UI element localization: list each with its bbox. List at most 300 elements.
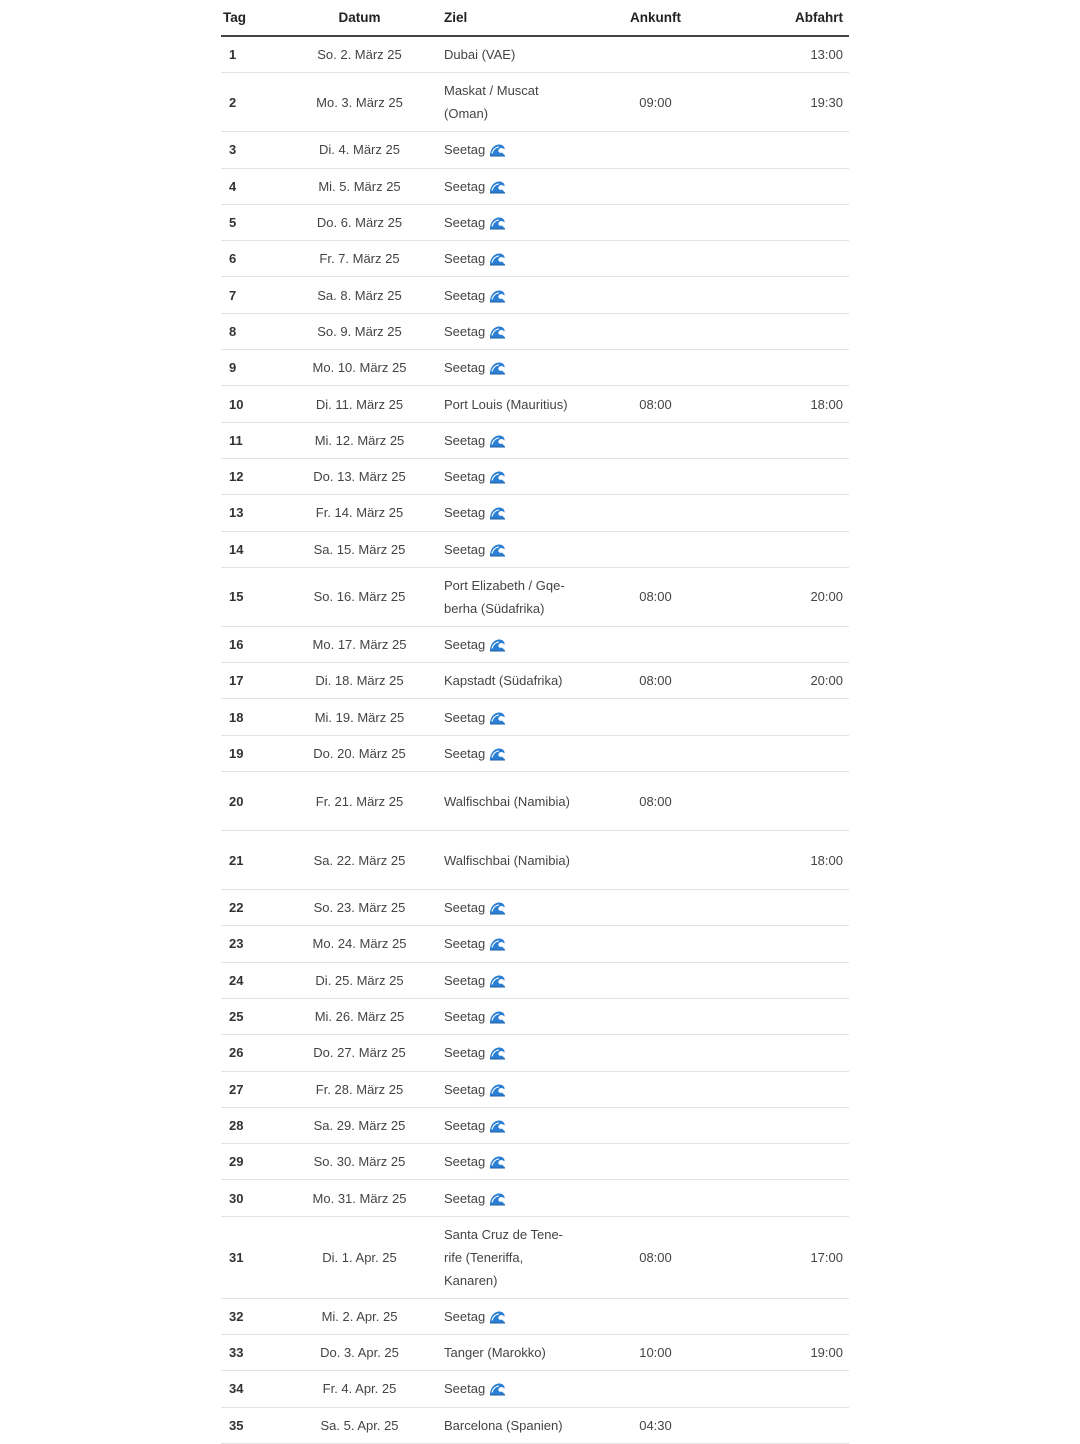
tag-cell-text: 23 [229,936,244,952]
tag-cell [221,73,281,132]
date-cell-text: Sa. 29. März 25 [313,1117,406,1133]
tag-cell [221,495,281,531]
arrival-cell [601,1107,710,1143]
wave-icon [489,180,506,194]
departure-cell [710,1216,849,1298]
departure-cell [710,1035,849,1071]
destination-cell [438,350,601,386]
date-cell-text: Do. 13. März 25 [313,469,406,485]
tag-cell [221,1107,281,1143]
arrival-cell [601,168,710,204]
destination-cell [438,831,601,890]
date-cell [281,386,438,422]
destination-cell [438,531,601,567]
departure-cell [710,313,849,349]
destination-cell-text: Seetag [444,469,486,485]
arrival-cell [601,735,710,771]
table-row [221,962,849,998]
destination-cell-text: Seetag [444,900,486,916]
departure-cell-text: 18:00 [810,852,843,868]
destination-cell [438,277,601,313]
arrival-cell [601,772,710,831]
tag-cell-text: 18 [229,709,244,725]
departure-cell [710,241,849,277]
table-row [221,567,849,626]
arrival-cell [601,567,710,626]
tag-cell [221,663,281,699]
departure-cell [710,1298,849,1334]
destination-cell [438,626,601,662]
itinerary-table [221,0,849,1444]
date-cell [281,831,438,890]
departure-cell-text: 20:00 [810,589,843,605]
destination-cell-text: Seetag [444,709,486,725]
tag-cell-text: 9 [229,360,237,376]
tag-cell-text: 14 [229,541,244,557]
date-cell [281,926,438,962]
wave-icon [489,711,506,725]
arrival-cell [601,1335,710,1371]
arrival-cell [601,1035,710,1071]
date-cell-text: Sa. 5. Apr. 25 [320,1417,399,1433]
destination-cell [438,168,601,204]
date-cell-text: Fr. 28. März 25 [315,1081,404,1097]
tag-cell-text: 5 [229,215,237,231]
date-cell [281,495,438,531]
wave-icon [489,1010,506,1024]
date-cell-text: So. 2. März 25 [317,47,402,63]
date-cell [281,132,438,168]
date-cell-text: Fr. 14. März 25 [315,505,404,521]
departure-cell [710,36,849,73]
arrival-cell [601,132,710,168]
departure-cell [710,831,849,890]
arrival-cell [601,663,710,699]
departure-cell [710,531,849,567]
date-cell [281,1107,438,1143]
wave-icon [489,638,506,652]
date-cell-text: Do. 3. Apr. 25 [320,1345,399,1361]
destination-cell [438,132,601,168]
tag-cell-text: 2 [229,94,237,110]
tag-cell-text: 32 [229,1308,244,1324]
destination-cell-text: Seetag [444,1381,486,1397]
departure-cell [710,350,849,386]
arrival-cell [601,699,710,735]
arrival-cell-text: 08:00 [639,396,672,412]
arrival-cell [601,277,710,313]
destination-cell [438,699,601,735]
arrival-cell-text: 10:00 [639,1345,672,1361]
wave-icon [489,1310,506,1324]
arrival-cell [601,926,710,962]
date-cell-text: Mo. 17. März 25 [312,637,407,652]
date-cell [281,36,438,73]
destination-cell-text: Maskat / Muscat (Oman) [444,83,539,122]
destination-cell-text: Walfischbai (Namibia) [444,793,570,809]
table-row [221,699,849,735]
destination-cell [438,1371,601,1407]
arrival-cell [601,626,710,662]
date-cell-text: Mi. 19. März 25 [314,709,405,725]
destination-cell [438,458,601,494]
header-row [221,0,849,36]
destination-cell [438,962,601,998]
date-cell [281,1335,438,1371]
date-cell [281,1371,438,1407]
destination-cell [438,495,601,531]
date-cell [281,1298,438,1334]
departure-cell-text: 17:00 [810,1249,843,1265]
destination-cell [438,926,601,962]
destination-cell-text: Seetag [444,1154,486,1170]
table-row [221,1335,849,1371]
date-cell-text: Mo. 3. März 25 [316,94,403,110]
arrival-cell [601,204,710,240]
tag-cell [221,1035,281,1071]
destination-cell [438,890,601,926]
date-cell-text: Mo. 31. März 25 [312,1190,407,1206]
date-cell-text: Di. 25. März 25 [315,972,404,988]
destination-cell-text: Seetag [444,287,486,303]
tag-cell-text: 17 [229,673,244,689]
departure-cell [710,422,849,458]
tag-cell-text: 16 [229,637,244,652]
tag-cell [221,313,281,349]
table-row [221,1180,849,1216]
tag-cell [221,386,281,422]
arrival-cell [601,386,710,422]
arrival-cell [601,458,710,494]
header-tag: Tag [221,0,281,36]
tag-cell-text: 1 [229,47,237,63]
destination-cell [438,1216,601,1298]
destination-cell [438,1071,601,1107]
date-cell-text: So. 30. März 25 [313,1154,406,1170]
destination-cell-text: Port Louis (Mauritius) [444,396,568,412]
destination-cell [438,998,601,1034]
header-ziel: Ziel [438,0,601,36]
destination-cell-text: Seetag [444,251,486,267]
departure-cell [710,1371,849,1407]
destination-cell-text: Seetag [444,745,486,761]
table-row [221,495,849,531]
arrival-cell [601,73,710,132]
date-cell-text: Di. 18. März 25 [315,673,404,689]
arrival-cell [601,422,710,458]
tag-cell-text: 27 [229,1081,244,1097]
date-cell-text: Fr. 7. März 25 [319,251,400,267]
arrival-cell [601,313,710,349]
wave-icon [489,1382,506,1396]
departure-cell [710,277,849,313]
date-cell-text: So. 16. März 25 [313,589,406,605]
wave-icon [489,1046,506,1060]
destination-cell-text: Seetag [444,936,486,952]
tag-cell-text: 31 [229,1249,244,1265]
date-cell [281,772,438,831]
table-row [221,241,849,277]
tag-cell-text: 20 [229,793,244,809]
date-cell-text: Do. 27. März 25 [313,1045,406,1061]
tag-cell [221,204,281,240]
date-cell [281,313,438,349]
table-row [221,350,849,386]
arrival-cell-text: 09:00 [639,94,672,110]
tag-cell [221,422,281,458]
tag-cell-text: 6 [229,251,237,267]
arrival-cell [601,962,710,998]
arrival-cell [601,350,710,386]
arrival-cell [601,1216,710,1298]
wave-icon [489,747,506,761]
wave-icon [489,1119,506,1133]
tag-cell [221,735,281,771]
destination-cell-text: Seetag [444,637,486,652]
tag-cell-text: 3 [229,142,237,158]
destination-cell [438,735,601,771]
date-cell-text: Do. 20. März 25 [313,745,406,761]
tag-cell-text: 22 [229,900,244,916]
date-cell [281,699,438,735]
destination-cell-text: Seetag [444,432,486,448]
date-cell [281,735,438,771]
departure-cell [710,772,849,831]
destination-cell [438,241,601,277]
date-cell-text: Fr. 21. März 25 [315,793,404,809]
date-cell-text: Di. 1. Apr. 25 [322,1249,397,1265]
wave-icon [489,361,506,375]
tag-cell-text: 28 [229,1117,244,1133]
tag-cell [221,998,281,1034]
table-row [221,735,849,771]
table-body [221,36,849,1443]
tag-cell-text: 15 [229,589,244,605]
date-cell-text: Sa. 8. März 25 [317,287,402,303]
table-row [221,73,849,132]
departure-cell [710,567,849,626]
departure-cell [710,1180,849,1216]
destination-cell [438,663,601,699]
date-cell [281,998,438,1034]
destination-cell [438,772,601,831]
table-header [221,0,849,36]
wave-icon [489,143,506,157]
tag-cell [221,241,281,277]
date-cell [281,168,438,204]
date-cell [281,277,438,313]
wave-icon [489,506,506,520]
destination-cell [438,204,601,240]
destination-cell [438,1298,601,1334]
tag-cell [221,567,281,626]
tag-cell-text: 19 [229,745,244,761]
tag-cell [221,1371,281,1407]
table-row [221,1071,849,1107]
destination-cell-text: Seetag [444,1081,486,1097]
table-row [221,772,849,831]
tag-cell [221,1144,281,1180]
destination-cell-text: Seetag [444,360,486,376]
date-cell [281,1071,438,1107]
departure-cell-text: 19:30 [810,94,843,110]
tag-cell-text: 8 [229,323,237,339]
destination-cell [438,1144,601,1180]
wave-icon [489,937,506,951]
departure-cell [710,626,849,662]
destination-cell-text: Port Elizabeth / Gqeberha (Südafrika) [444,577,565,616]
destination-cell-text: Seetag [444,1045,486,1061]
departure-cell [710,386,849,422]
table-row [221,626,849,662]
destination-cell-text: Santa Cruz de Tenerife (Teneriffa, Kanaren) [444,1226,564,1288]
date-cell-text: Mi. 5. März 25 [318,178,401,194]
date-cell-text: Di. 4. März 25 [319,142,400,158]
date-cell-text: Mo. 10. März 25 [312,360,407,376]
tag-cell-text: 33 [229,1345,244,1361]
wave-icon [489,1155,506,1169]
wave-icon [489,470,506,484]
date-cell [281,350,438,386]
arrival-cell [601,495,710,531]
arrival-cell [601,36,710,73]
tag-cell-text: 26 [229,1045,244,1061]
departure-cell [710,168,849,204]
destination-cell [438,1335,601,1371]
tag-cell [221,458,281,494]
date-cell [281,531,438,567]
tag-cell [221,699,281,735]
date-cell [281,1144,438,1180]
header-ankunft: Ankunft [601,0,710,36]
date-cell [281,1180,438,1216]
tag-cell [221,132,281,168]
tag-cell-text: 25 [229,1009,244,1025]
date-cell [281,1216,438,1298]
departure-cell-text: 13:00 [810,47,843,63]
arrival-cell-text: 04:30 [639,1417,672,1433]
date-cell [281,422,438,458]
arrival-cell [601,1298,710,1334]
tag-cell [221,1216,281,1298]
destination-cell-text: Walfischbai (Namibia) [444,852,570,868]
table-row [221,168,849,204]
table-row [221,132,849,168]
table-row [221,998,849,1034]
table-row [221,1216,849,1298]
departure-cell [710,495,849,531]
wave-icon [489,252,506,266]
tag-cell [221,1335,281,1371]
tag-cell-text: 4 [229,178,237,194]
date-cell [281,73,438,132]
destination-cell-text: Seetag [444,142,486,158]
table-row [221,531,849,567]
tag-cell [221,831,281,890]
destination-cell-text: Tanger (Marokko) [444,1345,546,1361]
arrival-cell [601,890,710,926]
date-cell [281,241,438,277]
tag-cell-text: 29 [229,1154,244,1170]
arrival-cell-text: 08:00 [639,673,672,689]
tag-cell-text: 35 [229,1417,244,1433]
departure-cell [710,962,849,998]
wave-icon [489,434,506,448]
destination-cell-text: Seetag [444,178,486,194]
tag-cell-text: 10 [229,396,244,412]
tag-cell [221,168,281,204]
table-row [221,831,849,890]
arrival-cell-text: 08:00 [639,793,672,809]
destination-cell-text: Seetag [444,1190,486,1206]
departure-cell [710,1335,849,1371]
departure-cell [710,663,849,699]
date-cell-text: Fr. 4. Apr. 25 [322,1381,397,1397]
table-row [221,422,849,458]
departure-cell [710,890,849,926]
wave-icon [489,543,506,557]
tag-cell [221,1298,281,1334]
arrival-cell [601,1371,710,1407]
destination-cell-text: Seetag [444,215,486,231]
table-row [221,277,849,313]
table-row [221,890,849,926]
destination-cell-text: Seetag [444,972,486,988]
departure-cell-text: 18:00 [810,396,843,412]
arrival-cell [601,1180,710,1216]
date-cell [281,567,438,626]
arrival-cell-text: 08:00 [639,1249,672,1265]
arrival-cell [601,1071,710,1107]
arrival-cell-text: 08:00 [639,589,672,605]
date-cell-text: Mi. 2. Apr. 25 [321,1308,398,1324]
departure-cell [710,926,849,962]
tag-cell [221,36,281,73]
tag-cell [221,772,281,831]
tag-cell-text: 21 [229,852,244,868]
departure-cell-text: 19:00 [810,1345,843,1361]
header-datum: Datum [281,0,438,36]
destination-cell-text: Seetag [444,1009,486,1025]
table-row [221,1371,849,1407]
date-cell-text: Mi. 12. März 25 [314,432,405,448]
destination-cell [438,313,601,349]
wave-icon [489,289,506,303]
destination-cell-text: Dubai (VAE) [444,47,516,63]
arrival-cell [601,531,710,567]
table-row [221,1298,849,1334]
table-row [221,36,849,73]
date-cell-text: Mo. 24. März 25 [312,936,407,952]
date-cell [281,1035,438,1071]
arrival-cell [601,1144,710,1180]
tag-cell-text: 30 [229,1190,244,1206]
date-cell [281,626,438,662]
tag-cell [221,1180,281,1216]
date-cell-text: Di. 11. März 25 [315,396,404,412]
destination-cell [438,73,601,132]
tag-cell [221,1071,281,1107]
tag-cell [221,962,281,998]
wave-icon [489,1083,506,1097]
tag-cell-text: 34 [229,1381,244,1397]
destination-cell [438,1107,601,1143]
table-row [221,313,849,349]
tag-cell [221,531,281,567]
date-cell [281,663,438,699]
date-cell-text: Sa. 22. März 25 [313,852,406,868]
destination-cell-text: Seetag [444,1308,486,1324]
